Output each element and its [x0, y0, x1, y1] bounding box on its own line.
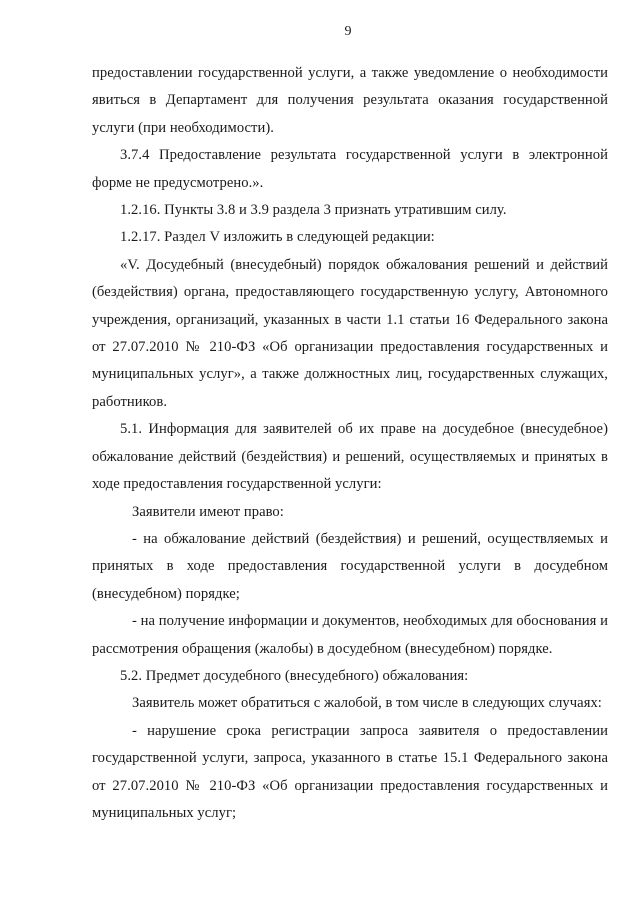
paragraph-complaint-cases: Заявитель может обратиться с жалобой, в том числе в следующих случаях:: [132, 695, 602, 712]
paragraph-5-2: 5.2. Предмет досудебного (внесудебного) обжалования:: [120, 667, 469, 684]
paragraph-1-2-16: 1.2.16. Пункты 3.8 и 3.9 раздела 3 признать утратившим силу.: [120, 202, 507, 219]
paragraph-5-1: 5.1. Информация для заявителей об их праве на досудебное (внесудебное) обжалование действий (бездействия) и решений, осуществляемых и принятых в ходе предоставления государственной услуги:: [92, 421, 608, 493]
page-number: 9: [344, 24, 352, 39]
document-body: [92, 60, 608, 827]
list-item-appeal-right: - на обжалование действий (бездействия) и решений, осуществляемых и принятых в ходе предоставления государственной услуги в досудебном (внесудебном) порядке;: [92, 530, 608, 602]
paragraph-continuation: предоставлении государственной услуги, а также уведомление о необходимости явиться в Департамент для получения результата оказания государственной услуги (при необходимости).: [92, 65, 608, 136]
section-v-heading: «V. Досудебный (внесудебный) порядок обжалования решений и действий (бездействия) органа, предоставляющего государственную услугу, Автономного учреждения, организаций, указанных в части 1.1 статьи 16 Федерального закона от 27.07.2010 № 210-ФЗ «Об организации предоставления государственных и муниципальных услуг», а также должностных лиц, государственных служащих, работников.: [92, 256, 608, 410]
list-item-information-right: - на получение информации и документов, необходимых для обоснования и рассмотрения обращения (жалобы) в досудебном (внесудебном) порядке.: [92, 613, 608, 657]
paragraph-3-7-4: 3.7.4 Предоставление результата государственной услуги в электронной форме не предусмотрено.».: [92, 147, 608, 191]
paragraph-applicants-rights: Заявители имеют право:: [132, 503, 284, 520]
paragraph-1-2-17: 1.2.17. Раздел V изложить в следующей редакции:: [120, 229, 435, 246]
list-item-registration-violation: - нарушение срока регистрации запроса заявителя о предоставлении государственной услуги, запроса, указанного в статье 15.1 Федерального закона от 27.07.2010 № 210-ФЗ «Об организации предоставления государственных и муниципальных услуг;: [92, 722, 608, 821]
